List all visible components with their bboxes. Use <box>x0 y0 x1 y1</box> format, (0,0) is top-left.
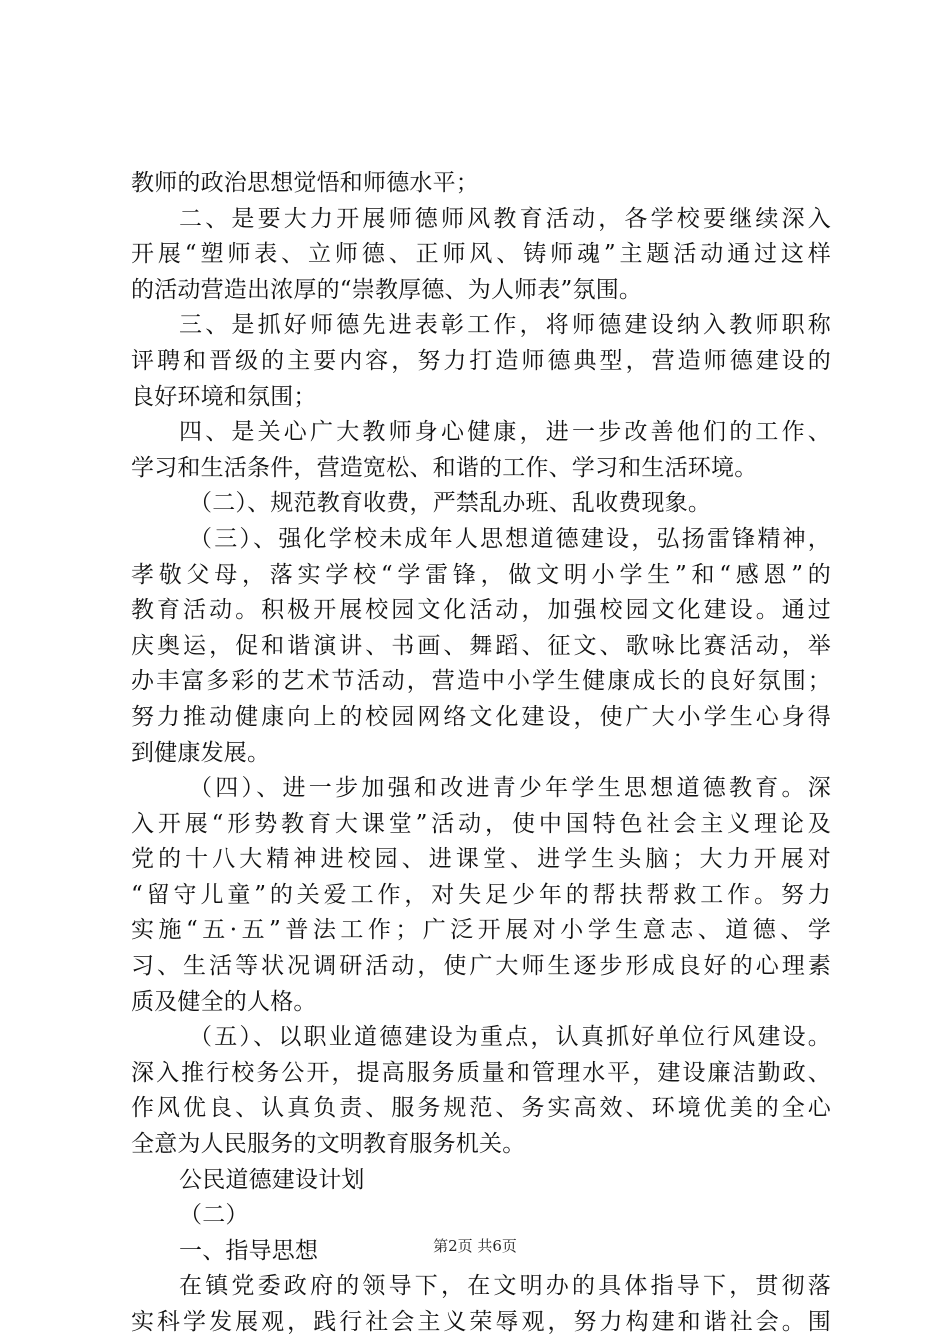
text-line: （二）、规范教育收费，严禁乱办班、乱收费现象。 <box>189 490 712 517</box>
text-line: 良好环境和氛围； <box>131 383 317 410</box>
page-number: 第2页 共6页 <box>433 1237 517 1255</box>
text-line: 办丰富多彩的艺术节活动，营造中小学生健康成长的良好氛围； <box>131 668 831 695</box>
text-line: （二） <box>179 1202 249 1229</box>
text-line: 实施“五·五”普法工作；广泛开展对小学生意志、道德、学 <box>131 917 831 944</box>
text-line: 到健康发展。 <box>131 739 271 766</box>
text-line: 开展“塑师表、立师德、正师风、铸师魂”主题活动通过这样 <box>131 241 831 268</box>
text-line: 努力推动健康向上的校园网络文化建设，使广大小学生心身得 <box>131 703 831 730</box>
text-line: （四）、进一步加强和改进青少年学生思想道德教育。深 <box>189 775 831 802</box>
text-line: 实科学发展观，践行社会主义荣辱观，努力构建和谐社会。围 <box>131 1309 831 1335</box>
text-line: 深入推行校务公开，提高服务质量和管理水平，建设廉洁勤政、 <box>131 1059 831 1086</box>
text-line: 孝敬父母，落实学校“学雷锋，做文明小学生”和“感恩”的 <box>131 561 831 588</box>
page-footer <box>0 1236 950 1256</box>
text-line: 公民道德建设计划 <box>179 1166 365 1193</box>
text-line: 四、是关心广大教师身心健康，进一步改善他们的工作、 <box>179 419 831 446</box>
text-line: 党的十八大精神进校园、进课堂、进学生头脑；大力开展对 <box>131 846 831 873</box>
text-line: 质及健全的人格。 <box>131 988 317 1015</box>
text-line: 作风优良、认真负责、服务规范、务实高效、环境优美的全心 <box>131 1095 831 1122</box>
text-line: 教师的政治思想觉悟和师德水平； <box>131 170 479 196</box>
text-line: 在镇党委政府的领导下，在文明办的具体指导下，贯彻落 <box>179 1273 831 1300</box>
text-line: 的活动营造出浓厚的“崇教厚德、为人师表”氛围。 <box>131 276 643 303</box>
text-line: 入开展“形势教育大课堂”活动，使中国特色社会主义理论及 <box>131 810 831 837</box>
text-line: 二、是要大力开展师德师风教育活动，各学校要继续深入 <box>179 205 831 232</box>
text-line: 三、是抓好师德先进表彰工作，将师德建设纳入教师职称 <box>179 312 831 339</box>
text-line: 教育活动。积极开展校园文化活动，加强校园文化建设。通过 <box>131 597 831 624</box>
document-body <box>131 166 831 1341</box>
text-line: 庆奥运，促和谐演讲、书画、舞蹈、征文、歌咏比赛活动，举 <box>131 632 831 659</box>
text-line: 习、生活等状况调研活动，使广大师生逐步形成良好的心理素 <box>131 953 831 980</box>
text-line: 全意为人民服务的文明教育服务机关。 <box>131 1131 526 1158</box>
text-line: 评聘和晋级的主要内容，努力打造师德典型，营造师德建设的 <box>131 347 831 374</box>
text-line: 学习和生活条件，营造宽松、和谐的工作、学习和生活环境。 <box>131 454 758 481</box>
text-line: （五）、以职业道德建设为重点，认真抓好单位行风建设。 <box>189 1024 831 1051</box>
text-line: 一、指导思想 <box>179 1237 319 1264</box>
text-line: （三）、强化学校未成年人思想道德建设，弘扬雷锋精神， <box>189 525 831 552</box>
text-line: “留守儿童”的关爱工作，对失足少年的帮扶帮救工作。努力 <box>131 881 831 908</box>
